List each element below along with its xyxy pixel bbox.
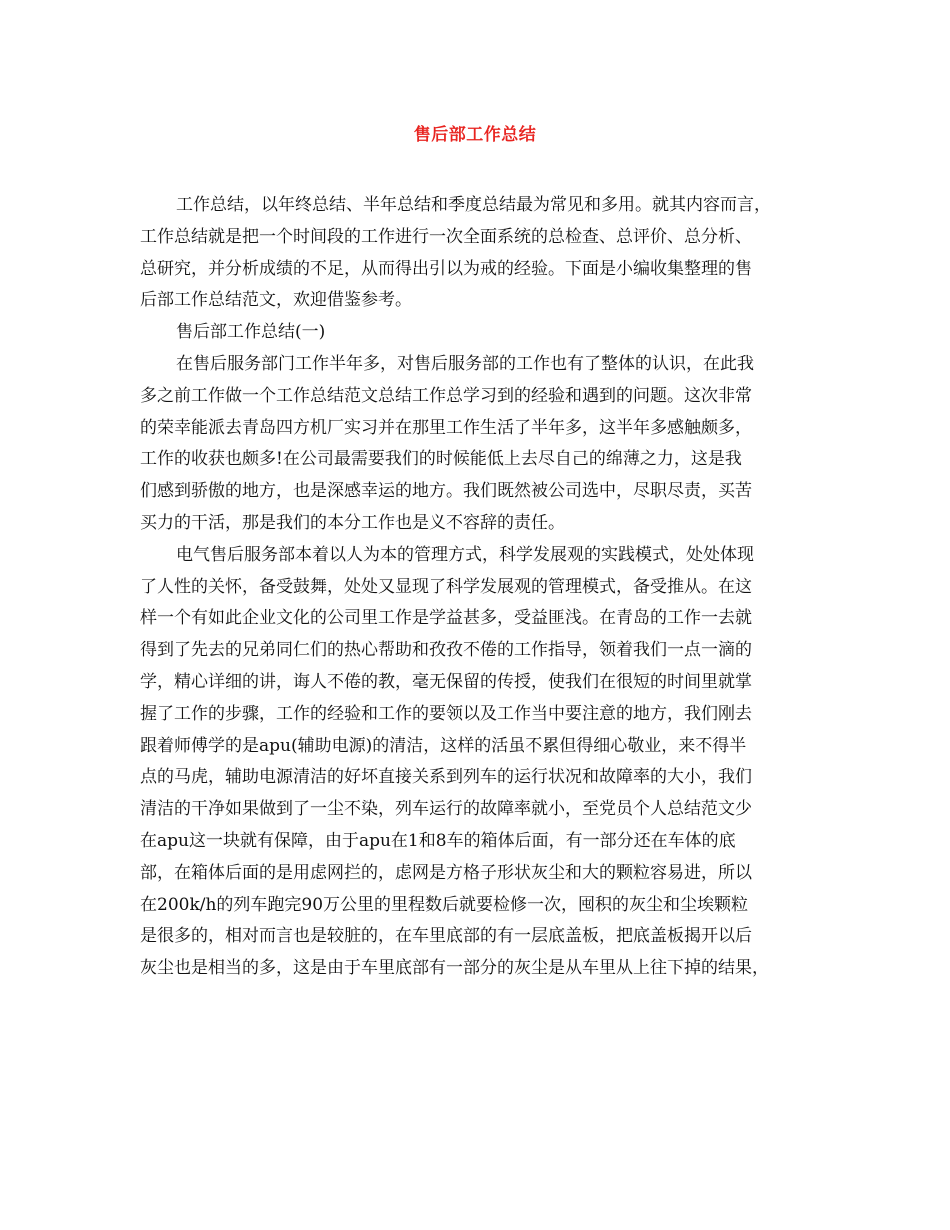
text-line: 了人性的关怀，备受鼓舞，处处又显现了科学发展观的管理模式，备受推从。在这 <box>140 576 752 597</box>
text-line: 们感到骄傲的地方，也是深感幸运的地方。我们既然被公司选中，尽职尽责，买苦 <box>140 481 752 502</box>
text-line: 样一个有如此企业文化的公司里工作是学益甚多，受益匪浅。在青岛的工作一去就 <box>140 608 752 629</box>
text-line: 工作总结，以年终总结、半年总结和季度总结最为常见和多用。就其内容而言， <box>176 195 771 215</box>
document-body <box>140 190 816 985</box>
text-line: 多之前工作做一个工作总结范文总结工作总学习到的经验和遇到的问题。这次非常 <box>140 385 752 406</box>
text-line: 点的马虎，辅助电源清洁的好坏直接关系到列车的运行状况和故障率的大小，我们 <box>140 767 752 788</box>
text-line: 握了工作的步骤，工作的经验和工作的要领以及工作当中要注意的地方，我们刚去 <box>140 703 752 724</box>
text-line: 在售后服务部门工作半年多，对售后服务部的工作也有了整体的认识，在此我 <box>176 353 754 374</box>
text-line: 清洁的干净如果做到了一尘不染，列车运行的故障率就小，至党员个人总结范文少 <box>140 799 752 820</box>
text-line: 工作的收获也颇多!在公司最需要我们的时候能低上去尽自己的绵薄之力，这是我 <box>140 449 742 470</box>
text-line: 电气售后服务部本着以人为本的管理方式，科学发展观的实践模式，处处体现 <box>176 544 754 565</box>
text-line: 灰尘也是相当的多，这是由于车里底部有一部分的灰尘是从车里从上往下掉的结果， <box>140 958 769 979</box>
text-line: 工作总结就是把一个时间段的工作进行一次全面系统的总检查、总评价、总分析、 <box>140 226 752 247</box>
text-line: 买力的干活，那是我们的本分工作也是义不容辞的责任。 <box>140 512 565 533</box>
text-line: 是很多的，相对而言也是较脏的，在车里底部的有一层底盖板，把底盖板揭开以后 <box>140 926 752 947</box>
document-title: 售后部工作总结 <box>413 125 537 145</box>
text-line: 跟着师傅学的是apu(辅助电源)的清洁，这样的活虽不累但得细心敬业，来不得半 <box>140 735 747 756</box>
text-line: 总研究，并分析成绩的不足，从而得出引以为戒的经验。下面是小编收集整理的售 <box>140 258 752 279</box>
text-line: 学，精心详细的讲，诲人不倦的教，毫无保留的传授，使我们在很短的时间里就掌 <box>140 671 752 692</box>
text-line: 在apu这一块就有保障，由于apu在1和8车的箱体后面，有一部分还在车体的底 <box>140 830 736 851</box>
text-line: 得到了先去的兄弟同仁们的热心帮助和孜孜不倦的工作指导，领着我们一点一滴的 <box>140 640 752 661</box>
text-line: 售后部工作总结(一) <box>176 322 326 343</box>
text-line: 部，在箱体后面的是用虑网拦的，虑网是方格子形状灰尘和大的颗粒容易进，所以 <box>140 862 752 883</box>
text-line: 后部工作总结范文，欢迎借鉴参考。 <box>140 290 412 311</box>
text-line: 的荣幸能派去青岛四方机厂实习并在那里工作生活了半年多，这半年多感触颇多， <box>140 417 752 438</box>
text-line: 在200k/h的列车跑完90万公里的里程数后就要检修一次，囤积的灰尘和尘埃颗粒 <box>140 894 749 915</box>
